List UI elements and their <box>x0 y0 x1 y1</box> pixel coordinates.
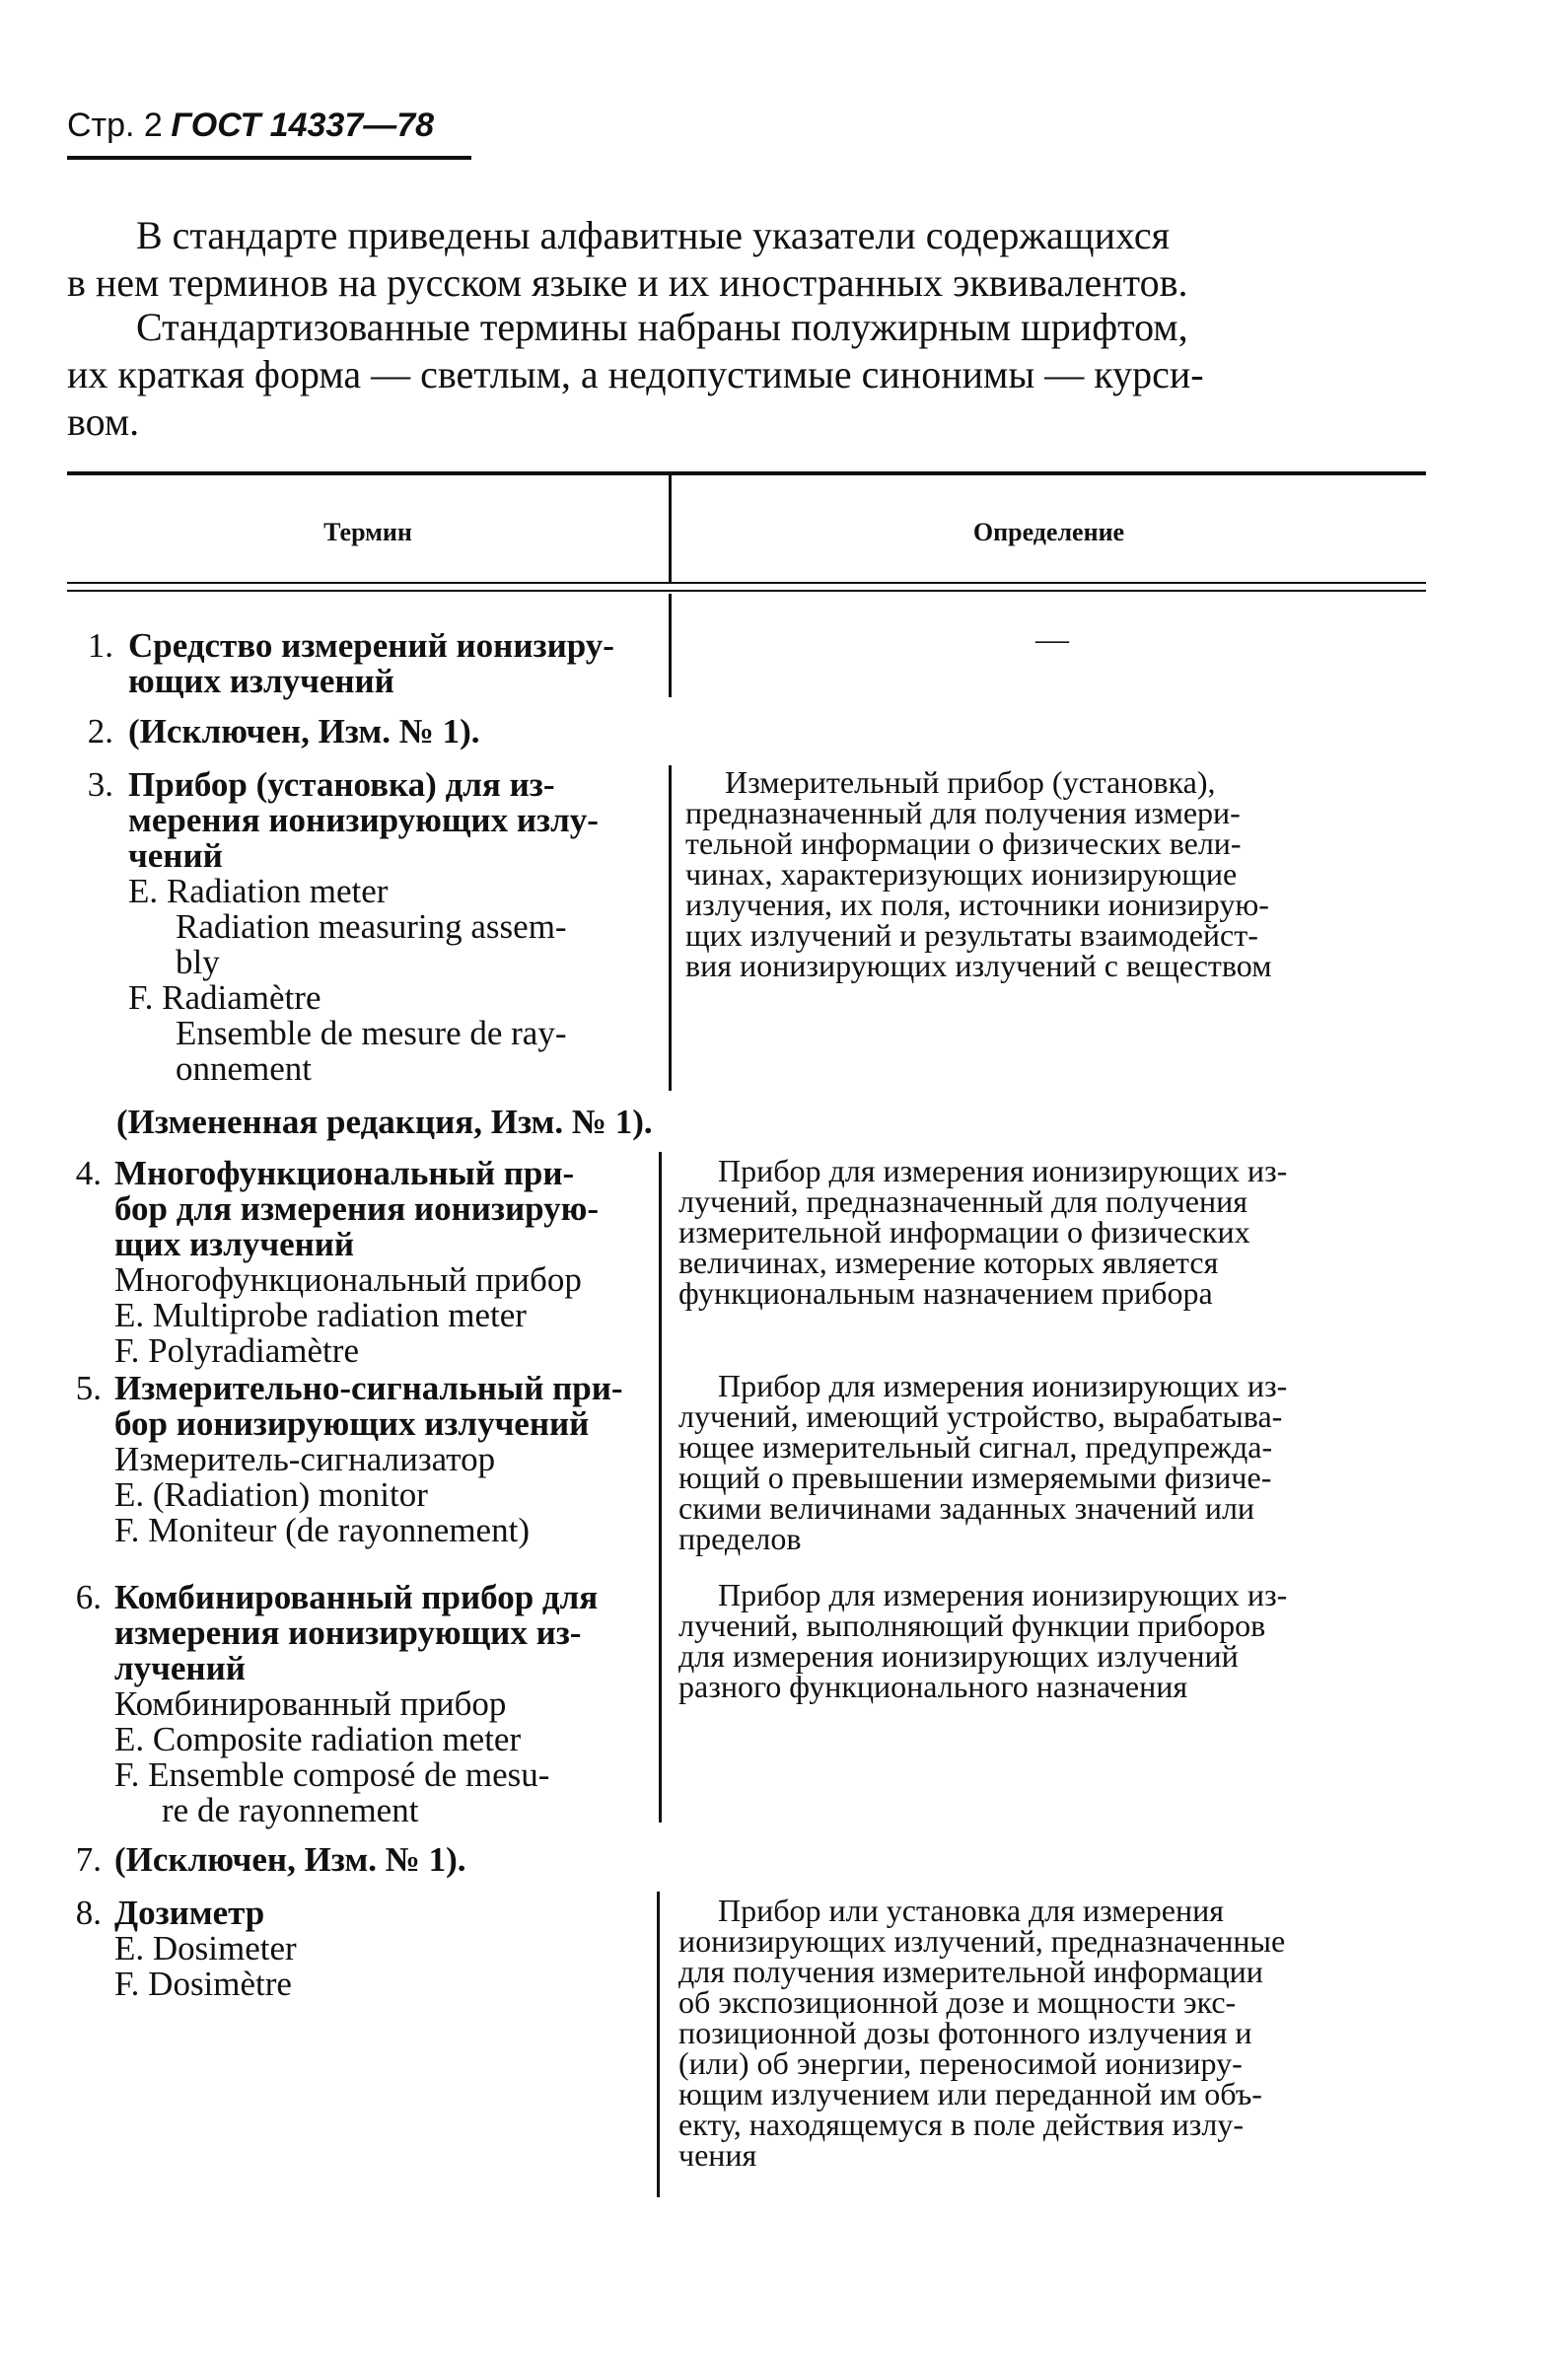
entry-number: 5. <box>75 1369 102 1407</box>
term-line: Комбинированный прибор для <box>114 1578 599 1616</box>
column-divider <box>669 765 672 1091</box>
short-form: Комбинированный прибор <box>114 1684 507 1723</box>
english-equivalent: E. Radiation meter <box>128 872 389 910</box>
definition-line: излучения, их поля, источники ионизирую- <box>685 887 1269 922</box>
intro-line: в нем терминов на русском языке и их иностранных эквивалентов. <box>67 260 1188 305</box>
english-equivalent: Radiation measuring assem- <box>176 907 567 946</box>
french-equivalent: F. Moniteur (de rayonnement) <box>114 1511 530 1549</box>
definition-line: Прибор для измерения ионизирующих из- <box>718 1368 1288 1403</box>
definition-line: Прибор для измерения ионизирующих из- <box>718 1153 1288 1188</box>
definition-line: (или) об энергии, переносимой ионизиру- <box>678 2045 1243 2081</box>
term-line: (Исключен, Изм. № 1). <box>128 712 480 751</box>
short-form: Многофункциональный прибор <box>114 1260 582 1299</box>
definition-line: Прибор для измерения ионизирующих из- <box>718 1577 1288 1612</box>
term-line: чений <box>128 836 223 875</box>
term-line: ющих излучений <box>128 662 394 700</box>
definition-line: лучений, выполняющий функции приборов <box>678 1608 1266 1643</box>
term-6 <box>114 1580 598 1828</box>
standard-number: ГОСТ 14337—78 <box>171 107 435 144</box>
definition-line: чинах, характеризующих ионизирующие <box>685 856 1238 892</box>
term-7 <box>114 1842 466 1878</box>
definition-line: Прибор или установка для измерения <box>718 1893 1224 1928</box>
definition-4 <box>678 1153 1428 1311</box>
short-form: Измеритель-сигнализатор <box>114 1440 496 1478</box>
entry-number: 3. <box>87 765 113 804</box>
term-line: измерения ионизирующих из- <box>114 1613 582 1652</box>
term-line: Дозиметр <box>114 1894 265 1932</box>
term-2 <box>128 714 480 750</box>
entry-number: 8. <box>75 1894 102 1932</box>
table-header-rule-1 <box>67 582 1426 584</box>
french-equivalent: re de rayonnement <box>162 1791 419 1829</box>
definition-line: для измерения ионизирующих излучений <box>678 1638 1239 1674</box>
term-line: Измерительно-сигнальный при- <box>114 1369 623 1407</box>
term-line: лучений <box>114 1649 246 1687</box>
term-5 <box>114 1371 623 1548</box>
definition-line: ионизирующих излучений, предназначенные <box>678 1923 1286 1959</box>
entry-number: 1. <box>87 626 113 665</box>
intro-line: В стандарте приведены алфавитные указатели содержащихся <box>136 213 1171 257</box>
column-divider <box>659 1152 662 1823</box>
definition-line: ющим излучением или переданной им объ- <box>678 2076 1262 2111</box>
term-8 <box>114 1895 297 2002</box>
definition-line: лучений, имеющий устройство, вырабатыва- <box>678 1398 1283 1434</box>
term-line: мерения ионизирующих излу- <box>128 801 599 839</box>
column-header-term: Термин <box>323 518 412 546</box>
intro-line: Стандартизованные термины набраны полужирным шрифтом, <box>136 305 1188 349</box>
intro-paragraph-1 <box>67 212 1428 307</box>
entry-number: 4. <box>75 1154 102 1192</box>
definition-line: вия ионизирующих излучений с веществом <box>685 948 1272 983</box>
french-equivalent: onnement <box>176 1049 313 1088</box>
term-line: щих излучений <box>114 1225 355 1263</box>
french-equivalent: F. Radiamètre <box>128 978 321 1017</box>
definition-line: пределов <box>678 1521 802 1556</box>
term-line: (Исключен, Изм. № 1). <box>114 1840 466 1879</box>
definition-5 <box>678 1368 1428 1556</box>
amendment-note: (Измененная редакция, Изм. № 1). <box>116 1103 653 1141</box>
definition-line: тельной информации о физических вели- <box>685 825 1242 861</box>
french-equivalent: F. Ensemble composé de mesu- <box>114 1755 550 1794</box>
french-equivalent: F. Dosimètre <box>114 1965 292 2003</box>
entry-number: 7. <box>75 1840 102 1879</box>
definition-line: чения <box>678 2137 757 2173</box>
definition-line: величинах, измерение которых является <box>678 1245 1219 1280</box>
intro-paragraph-2 <box>67 304 1428 446</box>
definition-line: предназначенный для получения измери- <box>685 795 1241 830</box>
english-equivalent: E. Multiprobe radiation meter <box>114 1296 527 1334</box>
term-line: бор для измерения ионизирую- <box>114 1189 600 1228</box>
definition-line: Измерительный прибор (установка), <box>725 764 1216 800</box>
definition-line: позиционной дозы фотонного излучения и <box>678 2015 1252 2050</box>
page-header <box>67 107 434 145</box>
definition-line: функциональным назначением прибора <box>678 1275 1213 1311</box>
table-header-rule-2 <box>67 590 1426 592</box>
term-3 <box>128 767 599 1087</box>
definition-line: щих излучений и результаты взаимодейст- <box>685 917 1258 953</box>
entry-number: 2. <box>87 712 113 751</box>
page-label: Стр. 2 <box>67 107 163 144</box>
english-equivalent: E. Composite radiation meter <box>114 1720 522 1758</box>
definition-3 <box>685 764 1430 983</box>
definition-dash: — <box>1035 621 1069 658</box>
term-line: Прибор (установка) для из- <box>128 765 555 804</box>
definition-line: лучений, предназначенный для получения <box>678 1183 1247 1219</box>
definition-line: екту, находящемуся в поле действия излу- <box>678 2107 1245 2142</box>
term-1 <box>128 628 614 699</box>
definition-line: для получения измерительной информации <box>678 1954 1263 1989</box>
term-4 <box>114 1156 599 1369</box>
table-top-rule <box>67 471 1426 475</box>
column-divider <box>657 1892 660 2197</box>
entry-number: 6. <box>75 1578 102 1616</box>
french-equivalent: Ensemble de mesure de ray- <box>176 1014 567 1052</box>
english-equivalent: bly <box>176 943 220 981</box>
definition-line: скими величинами заданных значений или <box>678 1490 1255 1526</box>
intro-line: вом. <box>67 399 140 444</box>
definition-line: разного функционального назначения <box>678 1669 1188 1704</box>
english-equivalent: E. Dosimeter <box>114 1929 297 1967</box>
column-header-definition: Определение <box>972 518 1125 546</box>
intro-line: их краткая форма — светлым, а недопустимые синонимы — курси- <box>67 352 1204 396</box>
definition-6 <box>678 1577 1428 1704</box>
definition-line: ющий о превышении измеряемыми физиче- <box>678 1460 1272 1495</box>
definition-8 <box>678 1895 1428 2171</box>
header-rule <box>67 156 471 160</box>
english-equivalent: E. (Radiation) monitor <box>114 1475 428 1514</box>
term-line: Средство измерений ионизиру- <box>128 626 614 665</box>
definition-line: ющее измерительный сигнал, предупрежда- <box>678 1429 1273 1465</box>
definition-line: измерительной информации о физических <box>678 1214 1250 1250</box>
term-line: Многофункциональный при- <box>114 1154 575 1192</box>
term-line: бор ионизирующих излучений <box>114 1404 590 1443</box>
french-equivalent: F. Polyradiamètre <box>114 1331 359 1370</box>
definition-line: об экспозиционной дозе и мощности экс- <box>678 1984 1237 2020</box>
column-divider <box>669 594 672 697</box>
